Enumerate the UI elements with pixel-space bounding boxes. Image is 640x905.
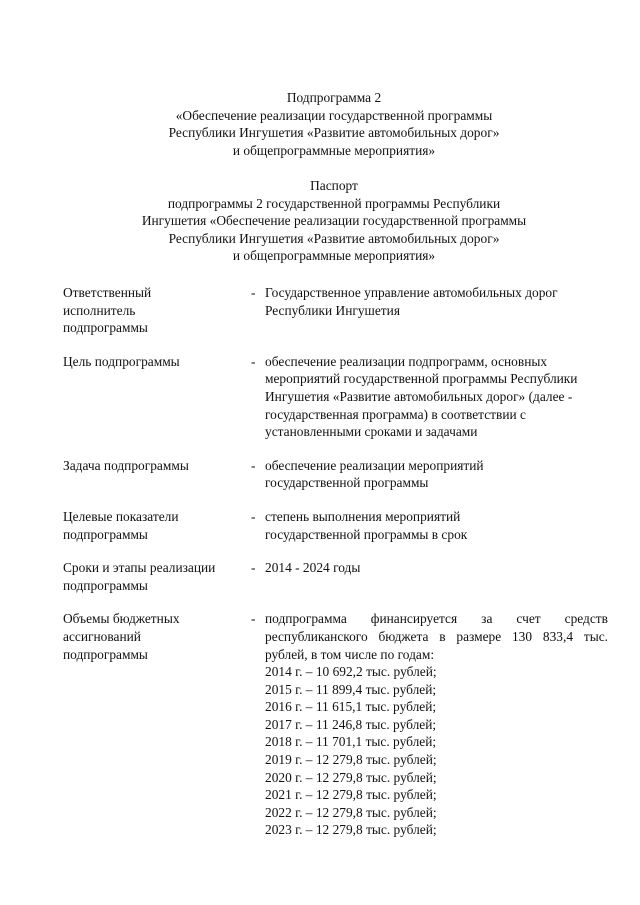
passport-table <box>63 284 608 839</box>
passport-title-line: Республики Ингушетия «Развитие автомобильных дорог» <box>168 230 500 246</box>
funding-year-line: 2019 г. – 12 279,8 тыс. рублей; <box>265 752 437 768</box>
row-value: степень выполнения мероприятий государственной программы в срок <box>265 508 468 542</box>
funding-year-line: 2020 г. – 12 279,8 тыс. рублей; <box>265 769 437 785</box>
row-dash: - <box>251 611 256 627</box>
row-label: Ответственный исполнитель подпрограммы <box>63 285 152 336</box>
funding-description: подпрограмма финансируется за счет средств республиканского бюджета в размере 130 833,4 тыс. рублей, в том числе по годам: <box>265 611 608 662</box>
row-dash: - <box>251 285 256 300</box>
funding-year-line: 2014 г. – 10 692,2 тыс. рублей; <box>265 664 437 680</box>
passport-row-task <box>63 457 608 492</box>
row-dash: - <box>251 560 256 576</box>
subprogram-title-line: и общепрограммные мероприятия» <box>232 142 436 158</box>
subprogram-heading <box>60 89 608 159</box>
row-dash: - <box>251 508 256 524</box>
row-label: Цель подпрограммы <box>63 353 180 369</box>
row-label: Объемы бюджетных ассигнований подпрограммы <box>63 611 180 662</box>
funding-year-line: 2015 г. – 11 899,4 тыс. рублей; <box>265 681 437 697</box>
funding-year-line: 2018 г. – 11 701,1 тыс. рублей; <box>265 734 437 750</box>
funding-year-line: 2022 г. – 12 279,8 тыс. рублей; <box>265 804 437 820</box>
passport-title-line: Паспорт <box>310 178 358 193</box>
funding-year-line: 2016 г. – 11 615,1 тыс. рублей; <box>265 699 437 715</box>
passport-row-funding <box>63 610 608 839</box>
subprogram-title-line: «Обеспечение реализации государственной программы <box>175 107 493 123</box>
passport-heading <box>60 177 608 265</box>
subprogram-title-line: Республики Ингушетия «Развитие автомобильных дорог» <box>168 125 500 141</box>
passport-row-indicators <box>63 508 608 543</box>
row-label: Целевые показатели подпрограммы <box>63 508 179 542</box>
subprogram-title-line: Подпрограмма 2 <box>286 90 382 105</box>
passport-title-line: и общепрограммные мероприятия» <box>232 248 436 264</box>
row-dash: - <box>251 353 256 369</box>
row-label: Сроки и этапы реализации подпрограммы <box>63 560 216 593</box>
row-value: 2014 - 2024 годы <box>265 560 361 576</box>
funding-year-line: 2017 г. – 11 246,8 тыс. рублей; <box>265 716 437 732</box>
passport-title-line: подпрограммы 2 государственной программы Республики <box>167 195 501 211</box>
row-dash: - <box>251 457 256 473</box>
row-value: Государственное управление автомобильных дорог Республики Ингушетия <box>265 285 558 318</box>
row-label: Задача подпрограммы <box>63 457 189 473</box>
passport-row-responsible <box>63 284 608 337</box>
funding-year-line: 2021 г. – 12 279,8 тыс. рублей; <box>265 787 437 803</box>
row-value-funding <box>265 610 608 839</box>
passport-row-goal <box>63 353 608 441</box>
funding-year-line: 2023 г. – 12 279,8 тыс. рублей; <box>265 822 437 838</box>
passport-title-line: Ингушетия «Обеспечение реализации государственной программы <box>141 213 527 229</box>
row-value: обеспечение реализации подпрограмм, основных мероприятий государственной программы Республики Ингушетия «Развитие автомобильных дорог» (далее - государственная программа) в соответствии с установленными сроками и задачами <box>265 353 578 440</box>
row-value: обеспечение реализации мероприятий государственной программы <box>265 457 484 491</box>
passport-row-terms <box>63 559 608 594</box>
